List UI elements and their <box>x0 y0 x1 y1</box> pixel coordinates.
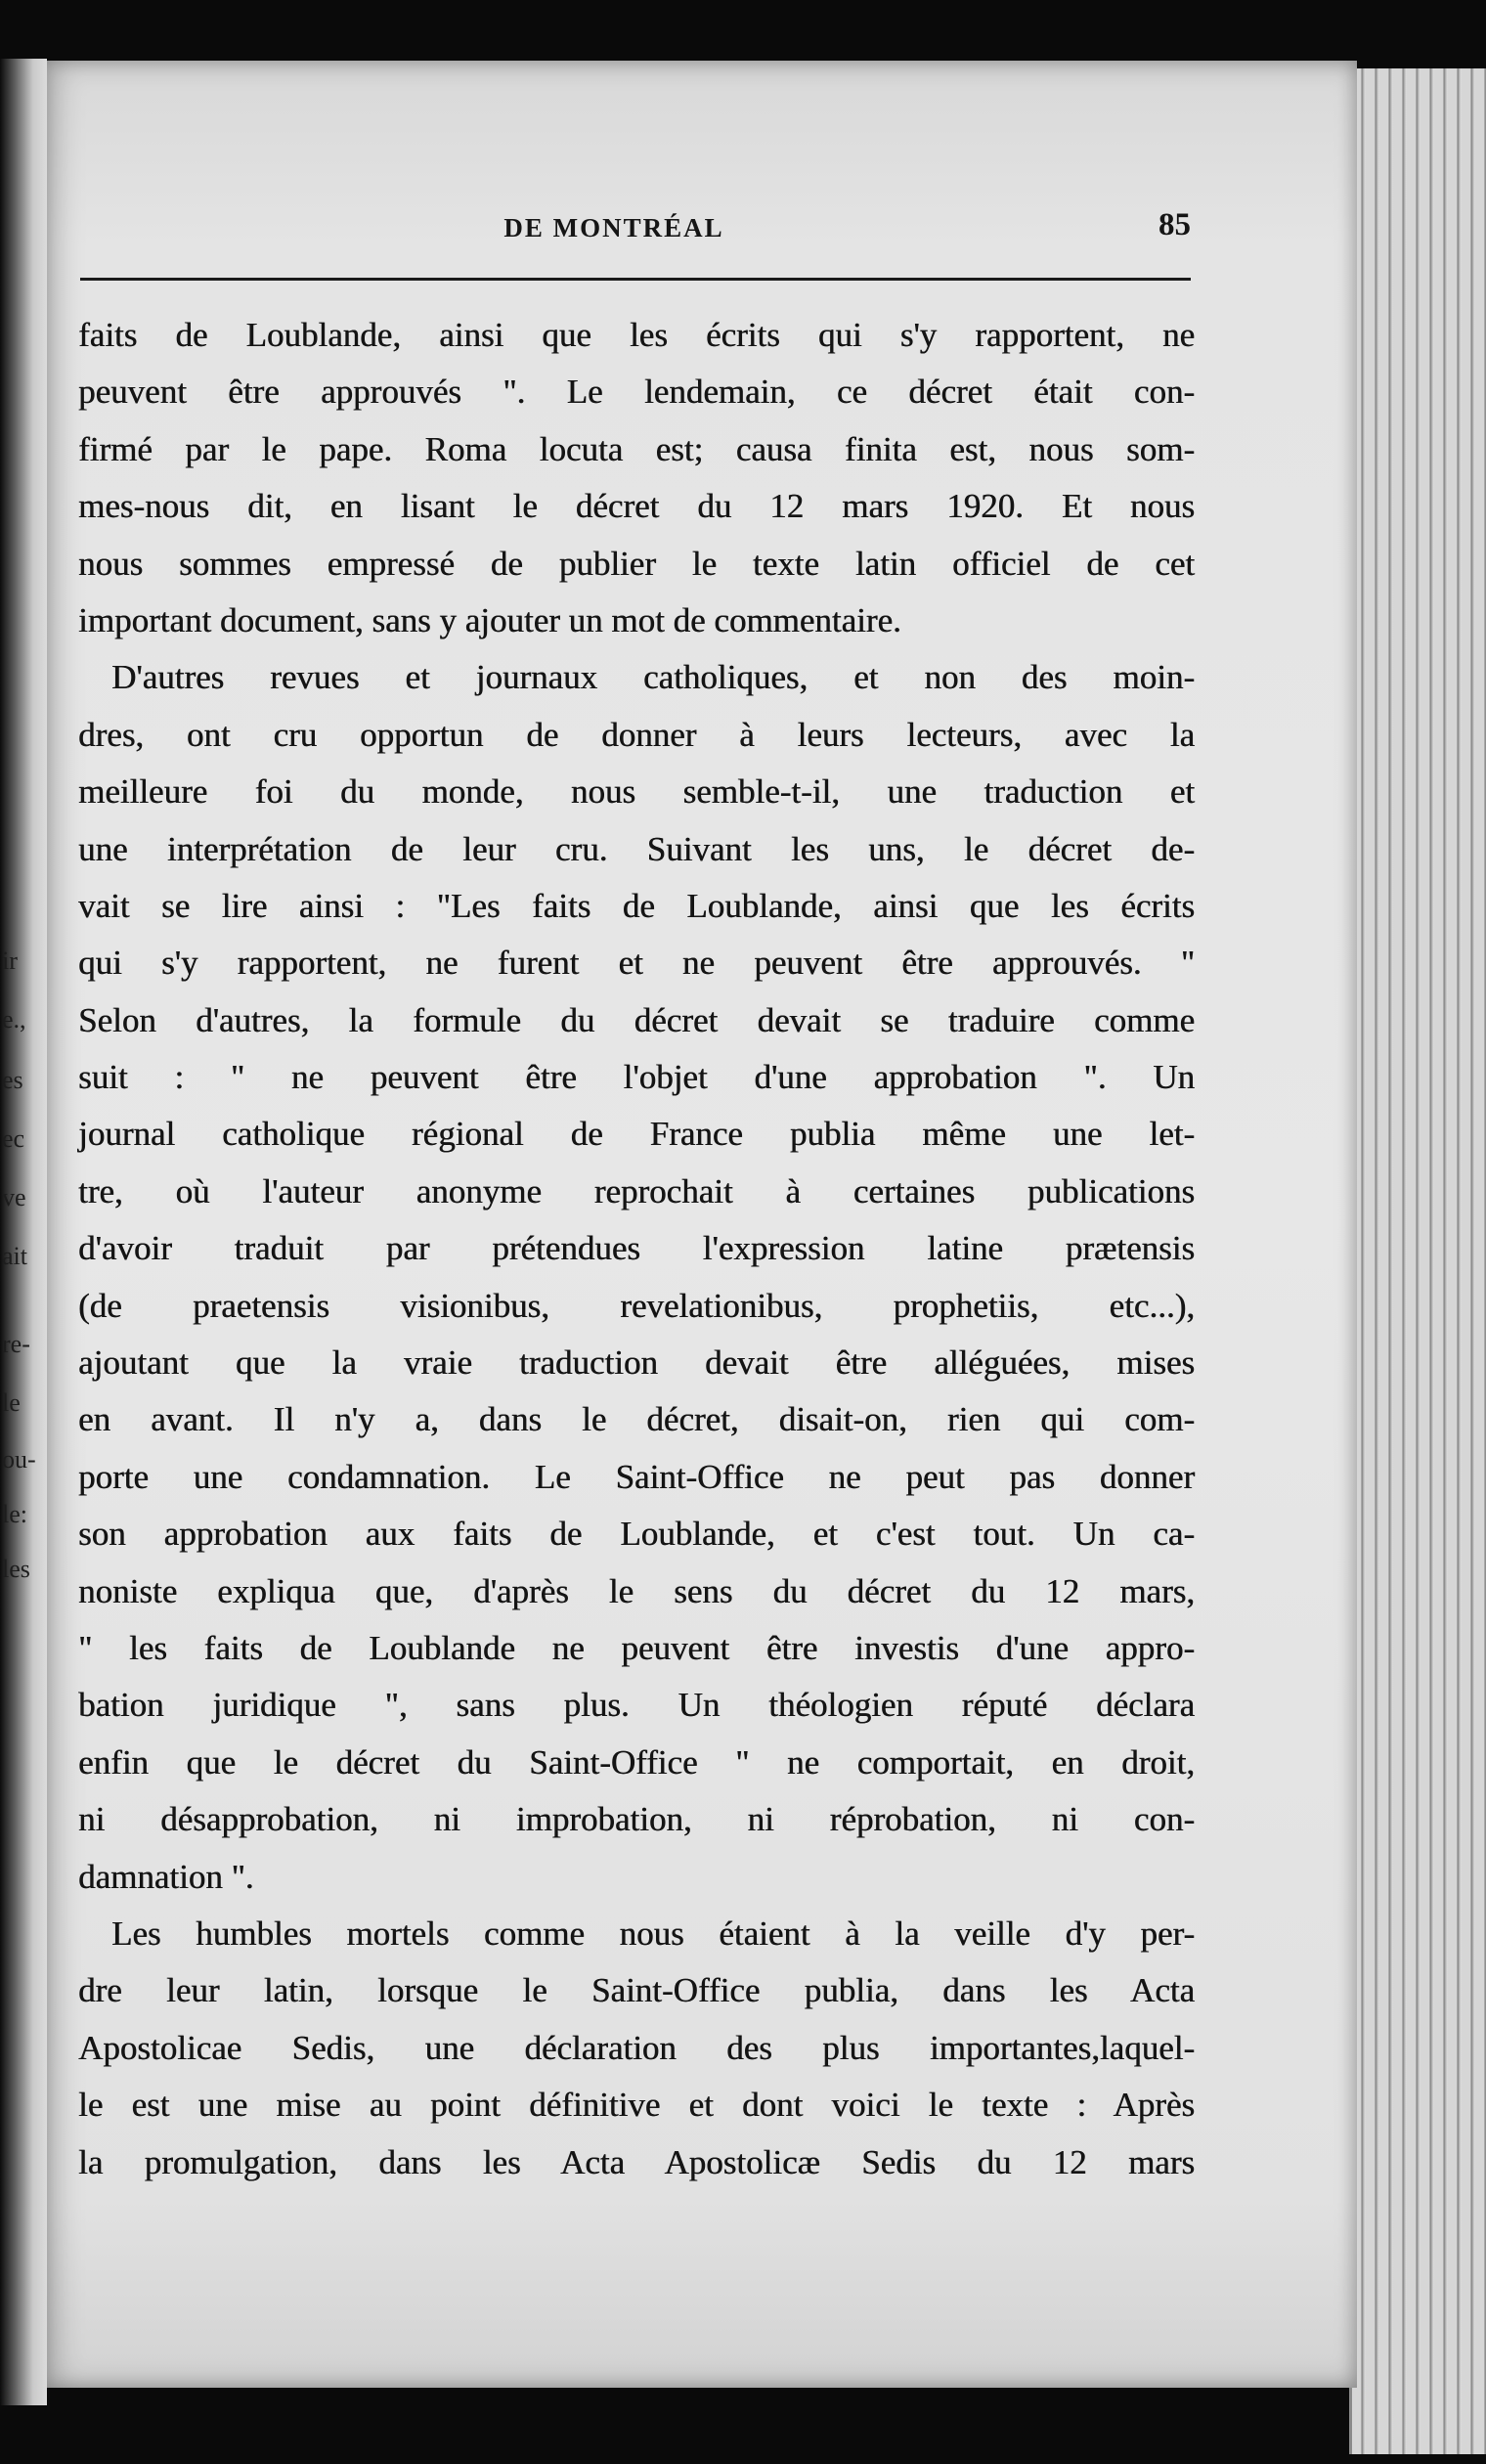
margin-fragment: les <box>2 1555 30 1583</box>
text-line: une interprétation de leur cru. Suivant les uns, le décret de- <box>78 829 1195 868</box>
text-line: nous sommes empressé de publier le texte latin officiel de cet <box>78 544 1195 583</box>
margin-fragment: ve <box>2 1183 26 1211</box>
text-line: Apostolicae Sedis, une déclaration des plus importantes,laquel- <box>78 2028 1195 2067</box>
text-line: mes-nous dit, en lisant le décret du 12 mars 1920. Et nous <box>78 487 1195 526</box>
margin-fragment: le: <box>2 1500 27 1528</box>
adjacent-page-edge <box>0 59 47 2405</box>
text-line: bation juridique ", sans plus. Un théologien réputé déclara <box>78 1686 1195 1725</box>
text-line: important document, sans y ajouter un mot de commentaire. <box>78 600 901 639</box>
text-line: (de praetensis visionibus, revelationibus, prophetiis, etc...), <box>78 1286 1195 1325</box>
text-line: tre, où l'auteur anonyme reprochait à certaines publications <box>78 1171 1195 1210</box>
text-line: meilleure foi du monde, nous semble-t-il, une traduction et <box>78 772 1195 812</box>
book-page-edges <box>1349 68 1486 2454</box>
text-line: qui s'y rapportent, ne furent et ne peuvent être approuvés. " <box>78 944 1195 983</box>
text-line: Selon d'autres, la formule du décret devait se traduire comme <box>78 1000 1195 1039</box>
text-line: vait se lire ainsi : "Les faits de Loublande, ainsi que les écrits <box>78 886 1195 925</box>
margin-fragment: es <box>2 1066 23 1094</box>
text-line: damnation ". <box>78 1857 254 1896</box>
book-page <box>47 61 1357 2388</box>
text-line: enfin que le décret du Saint-Office " ne comportait, en droit, <box>78 1742 1195 1782</box>
text-line: noniste expliqua que, d'après le sens du décret du 12 mars, <box>78 1571 1195 1610</box>
running-header <box>76 207 1191 246</box>
header-rule <box>80 278 1191 281</box>
text-line: firmé par le pape. Roma locuta est; causa finita est, nous som- <box>78 429 1195 468</box>
text-line: faits de Loublande, ainsi que les écrits qui s'y rapportent, ne <box>78 316 1195 354</box>
text-line: D'autres revues et journaux catholiques, et non des moin- <box>111 658 1195 697</box>
margin-fragment: le <box>2 1388 21 1417</box>
margin-fragment: ir <box>2 946 18 975</box>
page-number: 85 <box>1158 207 1191 242</box>
text-line: son approbation aux faits de Loublande, et c'est tout. Un ca- <box>78 1515 1195 1554</box>
body-text <box>78 307 1195 2191</box>
text-line: ajoutant que la vraie traduction devait être alléguées, mises <box>78 1343 1195 1383</box>
text-line: le est une mise au point définitive et dont voici le texte : Après <box>78 2086 1195 2125</box>
text-line: Les humbles mortels comme nous étaient à la veille d'y per- <box>111 1914 1195 1953</box>
text-line: la promulgation, dans les Acta Apostolicæ Sedis du 12 mars <box>78 2142 1195 2181</box>
text-line: suit : " ne peuvent être l'objet d'une approbation ". Un <box>78 1058 1195 1097</box>
text-line: porte une condamnation. Le Saint-Office ne peut pas donner <box>78 1457 1195 1496</box>
text-line: " les faits de Loublande ne peuvent être investis d'une appro- <box>78 1628 1195 1667</box>
text-line: en avant. Il n'y a, dans le décret, disait-on, rien qui com- <box>78 1400 1195 1439</box>
margin-fragment: ou- <box>2 1445 36 1474</box>
margin-fragment: ait <box>2 1242 27 1270</box>
text-line: d'avoir traduit par prétendues l'expression latine prætensis <box>78 1229 1195 1268</box>
margin-fragment: re- <box>2 1330 30 1358</box>
running-title: DE MONTRÉAL <box>503 213 724 242</box>
text-line: dres, ont cru opportun de donner à leurs lecteurs, avec la <box>78 715 1195 754</box>
text-line: journal catholique régional de France publia même une let- <box>78 1115 1195 1154</box>
text-line: dre leur latin, lorsque le Saint-Office publia, dans les Acta <box>78 1971 1195 2010</box>
margin-fragment: ec <box>2 1124 25 1153</box>
text-line: peuvent être approuvés ". Le lendemain, ce décret était con- <box>78 373 1195 412</box>
margin-fragment: e., <box>2 1005 26 1034</box>
text-line: ni désapprobation, ni improbation, ni réprobation, ni con- <box>78 1800 1195 1839</box>
